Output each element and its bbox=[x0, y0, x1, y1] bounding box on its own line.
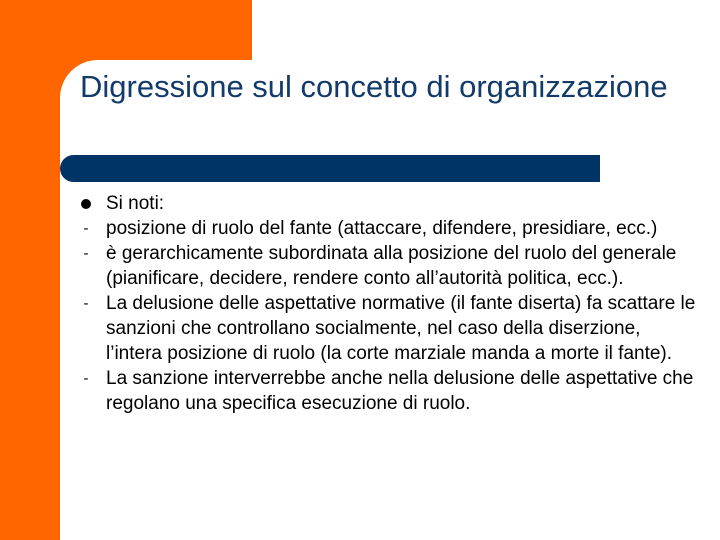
dash-item bbox=[78, 291, 698, 366]
dash-marker: - bbox=[83, 370, 89, 387]
dash-item-text: La sanzione interverrebbe anche nella delusione delle aspettative che regolano una specifica esecuzione di ruolo. bbox=[106, 368, 694, 414]
dash-item-text: è gerarchicamente subordinata alla posizione del ruolo del generale (pianificare, decidere, rendere conto all’autorità politica, ecc.). bbox=[106, 243, 677, 289]
dash-marker: - bbox=[83, 220, 89, 237]
dash-item-text: posizione di ruolo del fante (attaccare, difendere, presidiare, ecc.) bbox=[106, 218, 658, 239]
title-underline-bar bbox=[60, 155, 600, 182]
dash-item bbox=[78, 216, 698, 241]
dash-item bbox=[78, 366, 698, 416]
slide-title: Digressione sul concetto di organizzazione bbox=[80, 69, 668, 104]
bullet-list bbox=[78, 191, 698, 416]
dash-item bbox=[78, 241, 698, 291]
bullet-item bbox=[78, 191, 698, 216]
bullet-text: Si noti: bbox=[106, 193, 165, 214]
dash-item-text: La delusione delle aspettative normative (il fante diserta) fa scattare le sanzioni che controllano socialmente, nel caso della diserzione, l’intera posizione di ruolo (la corte marziale manda a morte il fante). bbox=[106, 293, 696, 364]
dash-marker: - bbox=[83, 295, 89, 312]
dash-marker: - bbox=[83, 245, 89, 262]
orange-left-strip bbox=[0, 0, 60, 540]
